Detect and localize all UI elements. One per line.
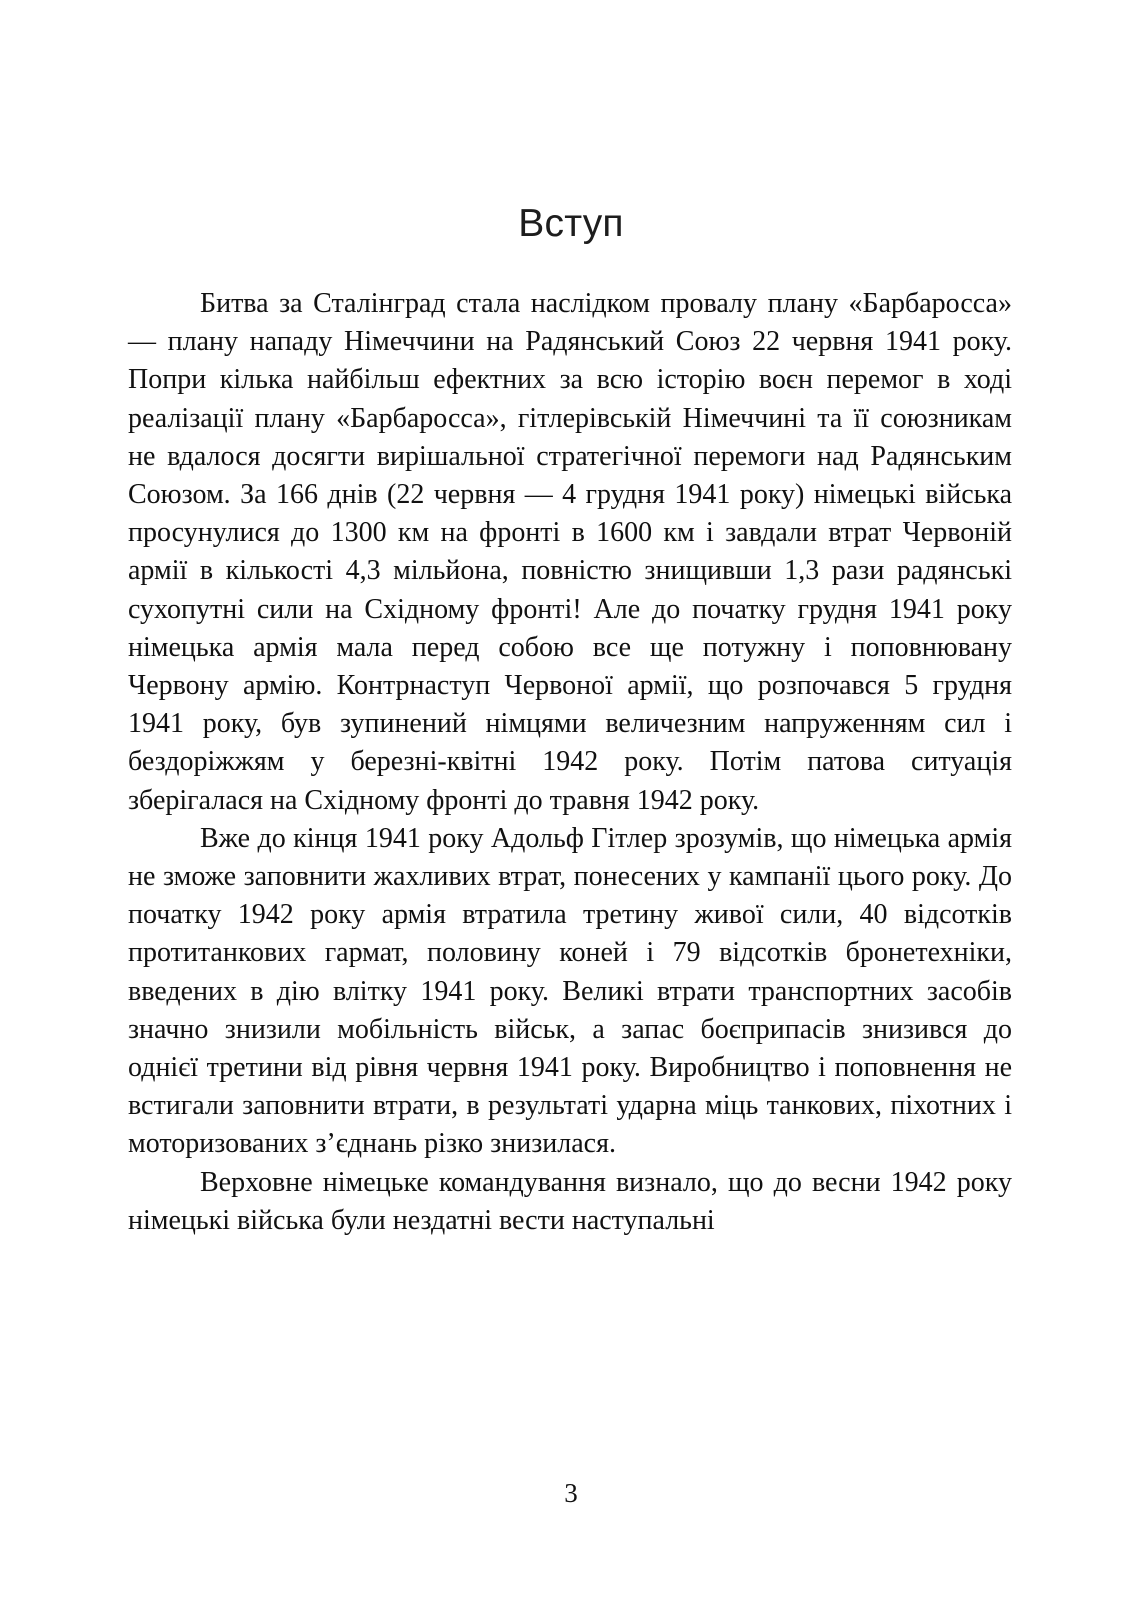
paragraph: Битва за Сталінград стала наслідком провалу плану «Барбаросса» — плану нападу Німеччини на Радянський Союз 22 червня 1941 року. Попри кілька найбільш ефектних за всю історію воєн перемог в ході реалізації плану «Барбаросса», гітлерівській Німеччині та її союзникам не вдалося досягти вирішальної стратегічної перемоги над Радянським Союзом. За 166 днів (22 червня — 4 грудня 1941 року) німецькі війська просунулися до 1300 км на фронті в 1600 км і завдали втрат Червоній армії в кількості 4,3 мільйона, повністю знищивши 1,3 рази радянські сухопутні сили на Східному фронті! Але до початку грудня 1941 року німецька армія мала перед собою все ще потужну і поповнювану Червону армію. Контрнаступ Червоної армії, що розпочався 5 грудня 1941 року, був зупинений німцями величезним напруженням сил і бездоріжжям у березні-квітні 1942 року. Потім патова ситуація зберігалася на Східному фронті до травня 1942 року. — [128, 288, 1012, 816]
page-number: 3 — [564, 1478, 578, 1508]
paragraph: Верховне німецьке командування визнало, що до весни 1942 року німецькі війська були нездатні вести наступальні — [128, 1166, 1012, 1236]
paragraph: Вже до кінця 1941 року Адольф Гітлер зрозумів, що німецька армія не зможе заповнити жахливих втрат, понесених у кампанії цього року. До початку 1942 року армія втратила третину живої сили, 40 відсотків протитанкових гармат, половину коней і 79 відсотків бронетехніки, введених в дію влітку 1941 року. Великі втрати транспортних засобів значно знизили мобільність військ, а запас боєприпасів знизився до однієї третини від рівня червня 1941 року. Виробництво і поповнення не встигали заповнити втрати, в результаті ударна міць танкових, піхотних і моторизованих з’єднань різко знизилася. — [128, 822, 1012, 1160]
body-text-block — [128, 285, 1012, 1240]
page-title: Вступ — [518, 202, 624, 246]
